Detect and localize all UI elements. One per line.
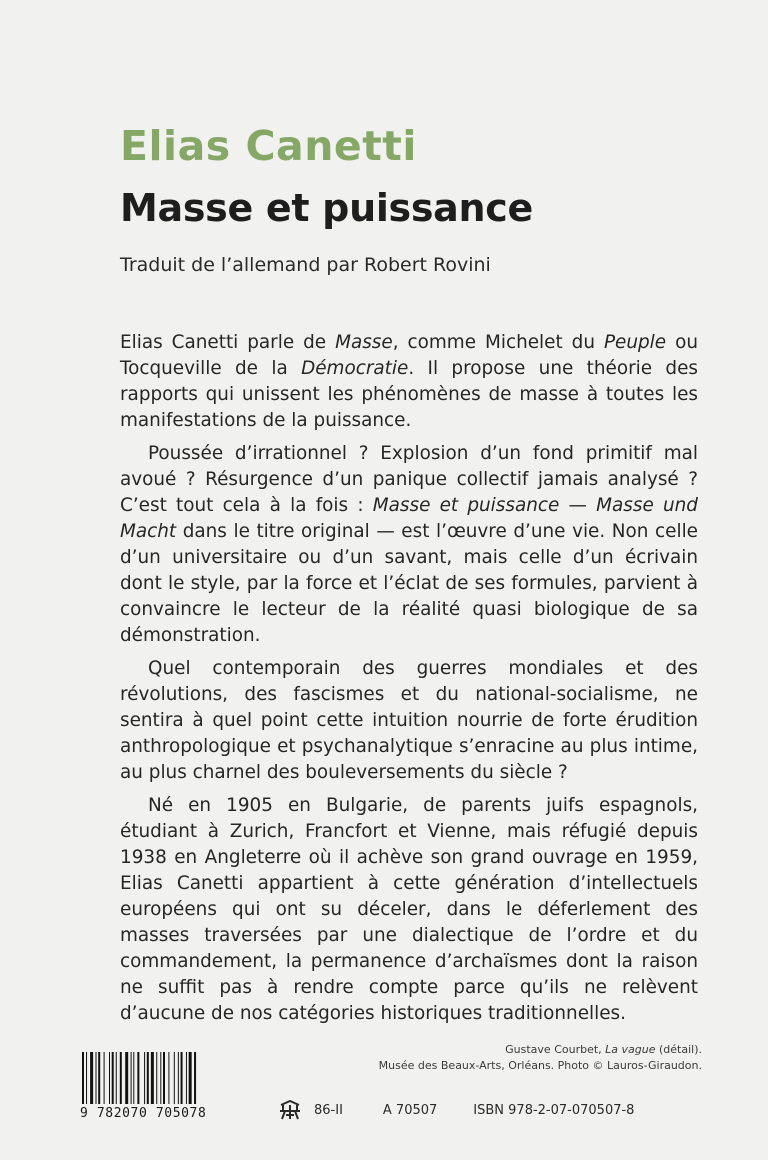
barcode [80, 1052, 240, 1120]
back-cover-text [120, 330, 698, 1034]
author-name: Elias Canetti [120, 122, 417, 170]
paragraph-3: Quel contemporain des guerres mondiales et des révolutions, des fascismes et du national-socialisme, ne sentira à quel point cette intuition nourrie de forte érudition anthropologique et psychanalytique s’enracine au plus intime, au plus charnel des bouleversements du siècle ? [120, 658, 698, 783]
cover-image-credit: Gustave Courbet, La vague (détail). Musée des Beaux-Arts, Orléans. Photo © Lauros-Giraudon. [378, 1043, 702, 1072]
code-86: 86-II [314, 1102, 343, 1118]
book-title: Masse et puissance [120, 186, 533, 230]
paragraph-2: Poussée d’irrationnel ? Explosion d’un fond primitif mal avoué ? Résurgence d’un panique collectif jamais analysé ? C’est tout cela à la fois : Masse et puissance — Masse und Macht dans le titre original — est l’œuvre d’une vie. Non celle d’un universitaire ou d’un savant, mais celle d’un écrivain dont le style, par la force et l’éclat de ses formules, parvient à convaincre le lecteur de la réalité quasi biologique de sa démonstration. [120, 443, 698, 646]
barcode-bars [80, 1052, 240, 1104]
translator-credit: Traduit de l’allemand par Robert Rovini [120, 254, 491, 276]
code-a: A 70507 [382, 1102, 438, 1118]
isbn: ISBN 978-2-07-070507-8 [473, 1102, 635, 1118]
publisher-logo-icon [278, 1100, 302, 1120]
catalog-codes [278, 1100, 634, 1120]
paragraph-1: Elias Canetti parle de Masse, comme Michelet du Peuple ou Tocqueville de la Démocratie. Il propose une théorie des rapports qui unissent les phénomènes de masse à toutes les manifestations de la puissance. [120, 332, 698, 431]
barcode-digits: 9 782070 705078 [80, 1106, 207, 1121]
paragraph-4: Né en 1905 en Bulgarie, de parents juifs espagnols, étudiant à Zurich, Francfort et Vienne, mais réfugié depuis 1938 en Angleterre où il achève son grand ouvrage en 1959, Elias Canetti appartient à cette génération d’intellectuels européens qui ont su déceler, dans le déferlement des masses traversées par une dialectique de l’ordre et du commandement, la permanence d’archaïsmes dont la raison ne suffit pas à rendre compte parce qu’ils ne relèvent d’aucune de nos catégories historiques traditionnelles. [120, 795, 698, 1024]
